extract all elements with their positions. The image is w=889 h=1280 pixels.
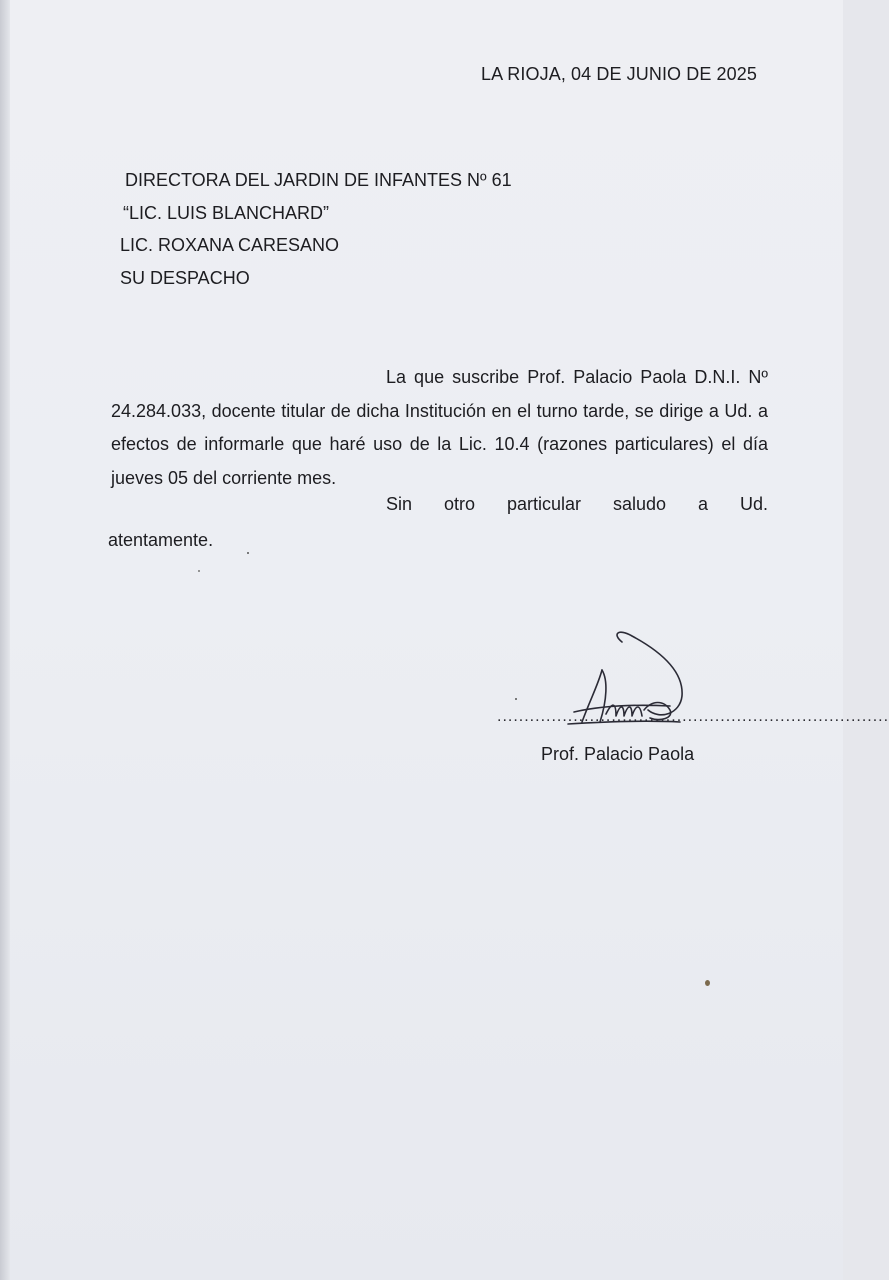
date-line: LA RIOJA, 04 DE JUNIO DE 2025 — [480, 64, 757, 84]
closing-line — [386, 494, 768, 515]
paper-speck — [515, 698, 517, 700]
paper-edge-shadow — [0, 0, 10, 1280]
closing-word: Sin — [386, 494, 413, 514]
closing-end: atentamente. — [108, 530, 214, 550]
signature-dotted-line: ........................................................................ — [497, 708, 889, 725]
recipient-line: “LIC. LUIS BLANCHARD” — [123, 202, 330, 223]
body-text: La que suscribe Prof. Palacio Paola D.N.I. Nº 24.284.033, docente titular de dicha Institución en el turno tarde, se dirige a Ud. a efectos de informarle que haré uso de la Lic. 10.4 (razones particulares) el día jueves 05 del corriente mes. — [111, 367, 768, 488]
closing-word: saludo — [612, 494, 667, 514]
recipient-line: DIRECTORA DEL JARDIN DE INFANTES Nº 61 — [125, 170, 512, 190]
paper-speck — [705, 980, 710, 986]
body-block — [111, 361, 768, 495]
closing-word: Ud. — [739, 494, 768, 514]
body-paragraph — [111, 361, 768, 495]
recipient-line: SU DESPACHO — [120, 267, 250, 288]
closing-word: a — [698, 494, 709, 514]
recipient-block — [120, 164, 512, 294]
paper-speck — [247, 552, 249, 554]
closing-word: otro — [443, 494, 476, 514]
signer-name: Prof. Palacio Paola — [541, 744, 695, 764]
closing-word: particular — [506, 494, 582, 514]
recipient-line: LIC. ROXANA CARESANO — [120, 235, 340, 255]
paper-speck — [198, 570, 200, 572]
handwritten-signature — [560, 630, 710, 730]
